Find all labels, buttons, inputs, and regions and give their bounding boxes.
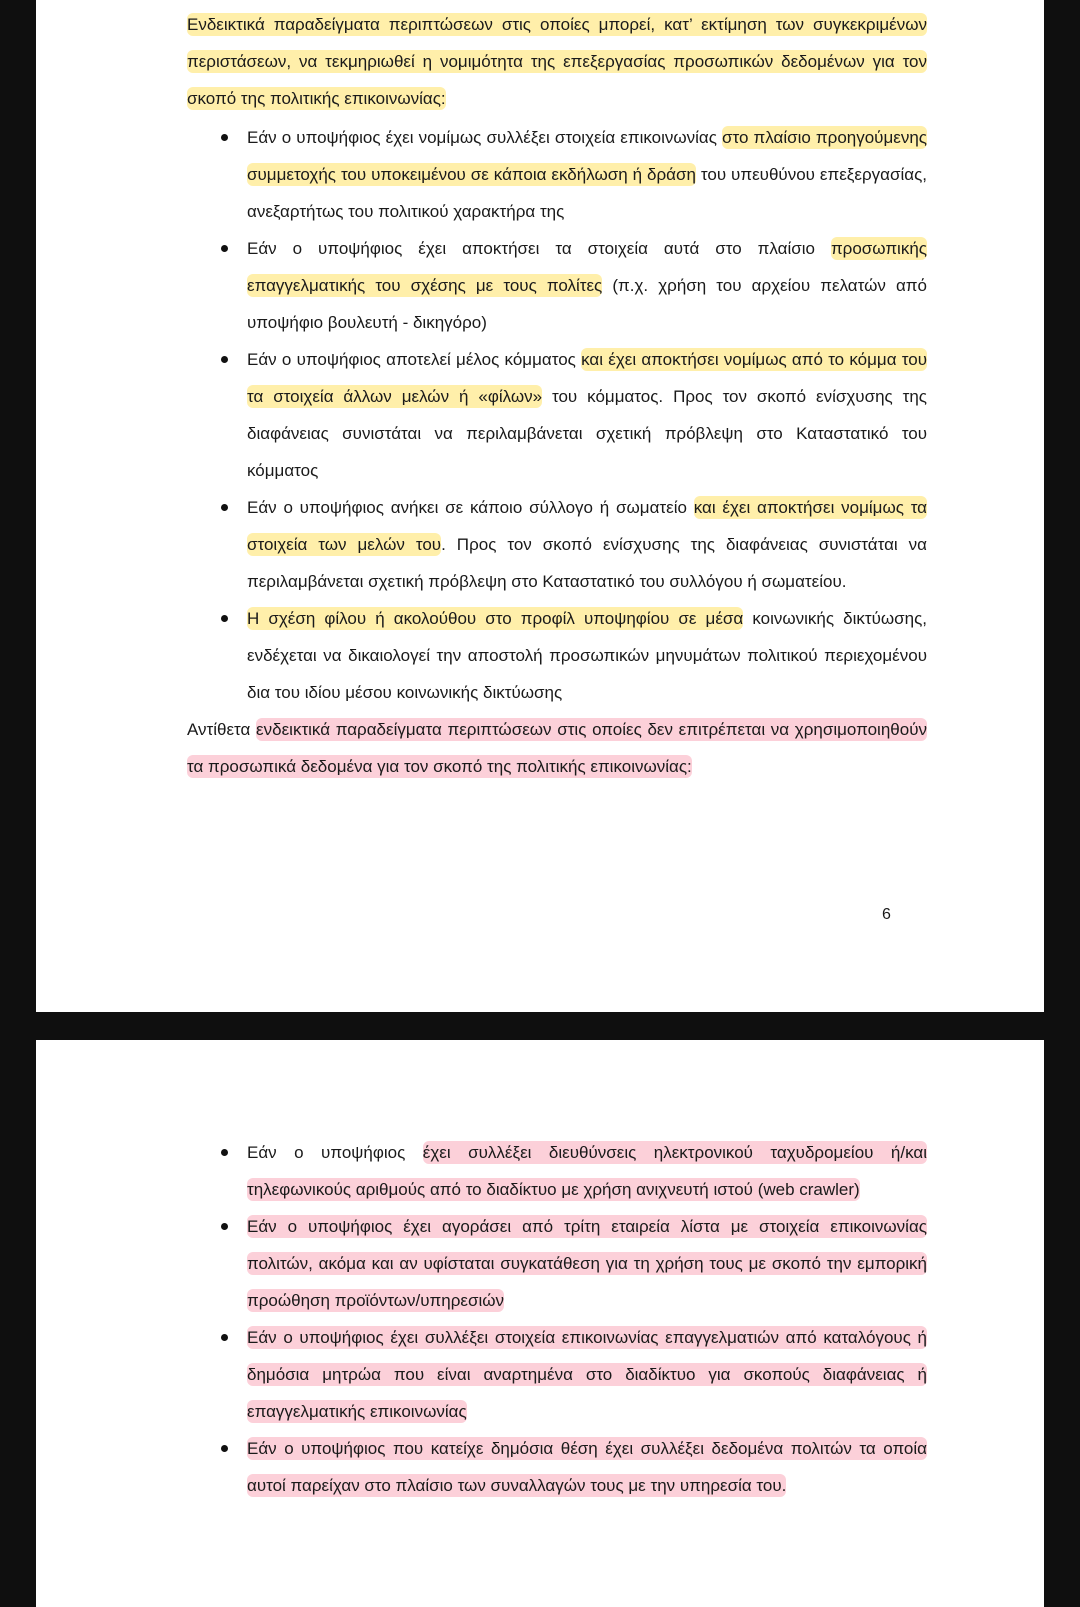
list-item (187, 1430, 927, 1504)
list-item: Εάν ο υποψήφιος ανήκει σε κάποιο σύλλογο ή σωματείο και έχει αποκτήσει νομίμως τα στοιχεία των μελών του. Προς τον σκοπό ενίσχυσης της διαφάνειας συνιστάται να περιλαμβάνεται σχετική πρόβλεψη στο Καταστατικό του συλλόγου ή σωματείου. (187, 489, 927, 600)
bullet-icon (221, 245, 228, 252)
list-item: Εάν ο υποψήφιος αποτελεί μέλος κόμματος και έχει αποκτήσει νομίμως από το κόμμα του τα στοιχεία άλλων μελών ή «φίλων» του κόμματος. Προς τον σκοπό ενίσχυσης της διαφάνειας συνιστάται να περιλαμβάνεται σχετική πρόβλεψη στο Καταστατικό του κόμματος (187, 341, 927, 489)
page-2-body (187, 1134, 927, 1504)
lawful-examples-list (187, 119, 927, 711)
page-number: 6 (882, 906, 891, 923)
text-highlight: και έχει αποκτήσει νομίμως από το κόμμα του τα στοιχεία άλλων μελών ή «φίλων» (247, 350, 928, 406)
text-highlight: Εάν ο υποψήφιος που κατείχε δημόσια θέση έχει συλλέξει δεδομένα πολιτών τα οποία αυτοί παρείχαν στο πλαίσιο των συναλλαγών τους με την υπηρεσία του. (247, 1439, 927, 1495)
bullet-icon (221, 134, 228, 141)
list-item (187, 1319, 927, 1430)
text-highlight: Εάν ο υποψήφιος έχει συλλέξει στοιχεία επικοινωνίας επαγγελματιών από καταλόγους ή δημόσια μητρώα που είναι αναρτημένα στο διαδίκτυο για σκοπούς διαφάνειας ή επαγγελματικής επικοινωνίας (247, 1328, 927, 1421)
list-item: Εάν ο υποψήφιος έχει αποκτήσει τα στοιχεία αυτά στο πλαίσιο προσωπικής επαγγελματικής του σχέσης με τους πολίτες (π.χ. χρήση του αρχείου πελατών από υποψήφιο βουλευτή - δικηγόρο) (187, 230, 927, 341)
text-highlight: Η σχέση φίλου ή ακολούθου στο προφίλ υποψηφίου σε μέσα (247, 609, 744, 628)
text-highlight: έχει συλλέξει διευθύνσεις ηλεκτρονικού ταχυδρομείου ή/και τηλεφωνικούς αριθμούς από το διαδίκτυο με χρήση ανιχνευτή ιστού (web crawler) (247, 1143, 927, 1199)
document-page-1 (36, 0, 1044, 1012)
unlawful-examples-list (187, 1134, 927, 1504)
text-highlight: στο πλαίσιο προηγούμενης συμμετοχής του υποκειμένου σε κάποια εκδήλωση ή δράση (247, 128, 928, 184)
page-1-body (187, 6, 927, 785)
list-item: Η σχέση φίλου ή ακολούθου στο προφίλ υποψηφίου σε μέσα κοινωνικής δικτύωσης, ενδέχεται να δικαιολογεί την αποστολή προσωπικών μηνυμάτων πολιτικού περιεχομένου δια του ιδίου μέσου κοινωνικής δικτύωσης (187, 600, 927, 711)
bullet-icon (221, 615, 228, 622)
bullet-icon (221, 1223, 228, 1230)
contrast-highlight: ενδεικτικά παραδείγματα περιπτώσεων στις οποίες δεν επιτρέπεται να χρησιμοποιηθούν τα προσωπικά δεδομένα για τον σκοπό της πολιτικής επικοινωνίας: (187, 720, 927, 776)
text-highlight: προσωπικής επαγγελματικής του σχέσης με τους πολίτες (247, 239, 927, 295)
text-highlight: και έχει αποκτήσει νομίμως τα στοιχεία των μελών του (247, 498, 927, 554)
contrast-paragraph: Αντίθετα ενδεικτικά παραδείγματα περιπτώσεων στις οποίες δεν επιτρέπεται να χρησιμοποιηθούν τα προσωπικά δεδομένα για τον σκοπό της πολιτικής επικοινωνίας: (187, 720, 927, 776)
intro-highlight: Ενδεικτικά παραδείγματα περιπτώσεων στις οποίες μπορεί, κατ’ εκτίμηση των συγκεκριμένων περιστάσεων, να τεκμηριωθεί η νομιμότητα της επεξεργασίας προσωπικών δεδομένων για τον σκοπό της πολιτικής επικοινωνίας: (187, 15, 927, 108)
text-highlight: Εάν ο υποψήφιος έχει αγοράσει από τρίτη εταιρεία λίστα με στοιχεία επικοινωνίας πολιτών, ακόμα και αν υφίσταται συγκατάθεση για τη χρήση τους με σκοπό την εμπορική προώθηση προϊόντων/υπηρεσιών (247, 1217, 927, 1310)
list-item: Εάν ο υποψήφιος έχει νομίμως συλλέξει στοιχεία επικοινωνίας στο πλαίσιο προηγούμενης συμμετοχής του υποκειμένου σε κάποια εκδήλωση ή δράση του υπευθύνου επεξεργασίας, ανεξαρτήτως του πολιτικού χαρακτήρα της (187, 119, 927, 230)
list-item: Εάν ο υποψήφιος έχει συλλέξει διευθύνσεις ηλεκτρονικού ταχυδρομείου ή/και τηλεφωνικούς αριθμούς από το διαδίκτυο με χρήση ανιχνευτή ιστού (web crawler) (187, 1134, 927, 1208)
list-item (187, 1208, 927, 1319)
bullet-icon (221, 504, 228, 511)
bullet-icon (221, 1334, 228, 1341)
bullet-icon (221, 1445, 228, 1452)
document-page-2 (36, 1040, 1044, 1607)
intro-paragraph (187, 6, 927, 117)
bullet-icon (221, 356, 228, 363)
bullet-icon (221, 1149, 228, 1156)
